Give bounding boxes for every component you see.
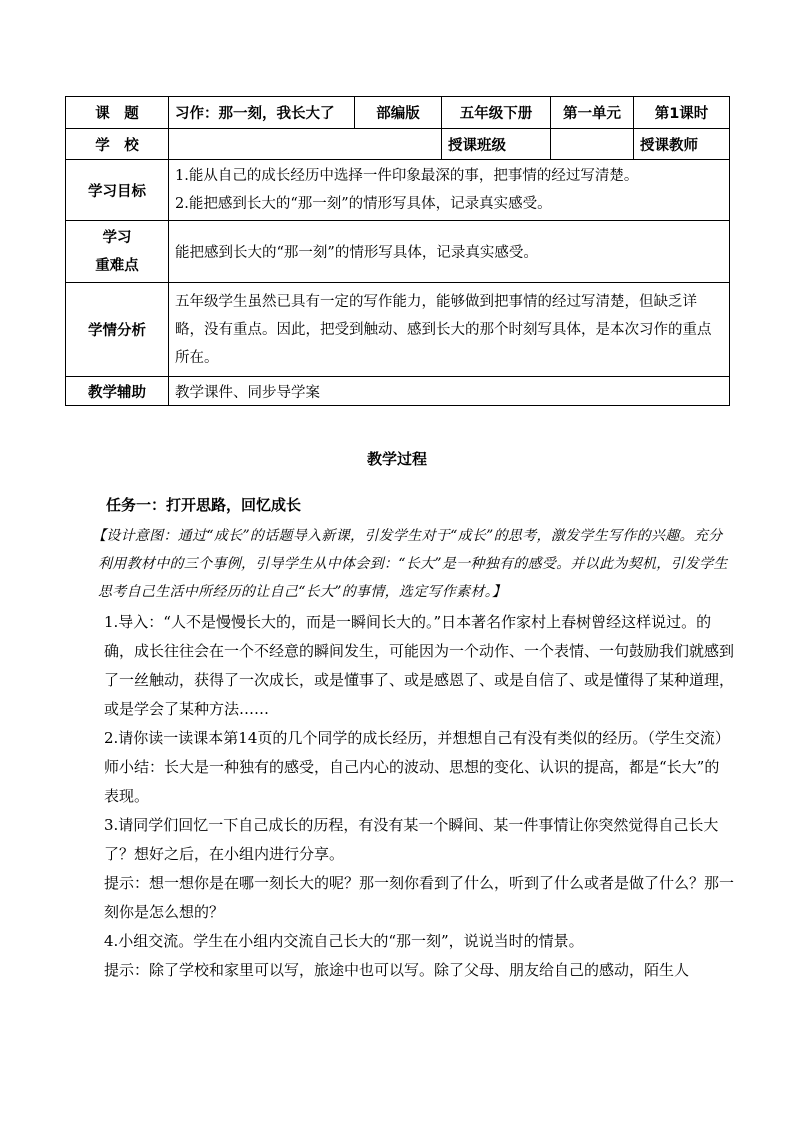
paragraph: 师小结：长大是一种独有的感受，自己内心的波动、思想的变化、认识的提高，都是“长大”的表现。 bbox=[104, 758, 720, 805]
class-value bbox=[551, 129, 634, 160]
paragraph: 1.导入：“人不是慢慢长大的，而是一瞬间长大的。”日本著名作家村上春树曾经这样说过。的确，成长往往会在一个不经意的瞬间发生，可能因为一个动作、一个表情、一句鼓励我们就感到了一丝触动，获得了一次成长，或是懂事了、或是感恩了、或是自信了、或是懂得了某种道理，或是学会了某种方法…… bbox=[104, 613, 735, 718]
analysis-label: 学情分析 bbox=[66, 283, 169, 377]
key-points-text: 能把感到长大的“那一刻”的情形写具体，记录真实感受。 bbox=[169, 221, 730, 283]
table-row bbox=[66, 221, 730, 283]
table-row bbox=[66, 129, 730, 160]
section-title: 教学过程 bbox=[366, 450, 427, 468]
task-heading: 任务一：打开思路，回忆成长 bbox=[106, 496, 302, 514]
class-label: 授课班级 bbox=[442, 129, 551, 160]
objective-1: 1.能从自己的成长经历中选择一件印象最深的事，把事情的经过写清楚。 bbox=[175, 168, 639, 184]
school-value bbox=[169, 129, 442, 160]
analysis-text: 五年级学生虽然已具有一定的写作能力，能够做到把事情的经过写清楚，但缺乏详略，没有重点。因此，把受到触动、感到长大的那个时刻写具体，是本次习作的重点所在。 bbox=[169, 283, 730, 377]
paragraph: 2.请你读一读课本第14页的几个同学的成长经历，并想想自己有没有类似的经历。（学生交流） bbox=[104, 729, 730, 747]
design-intent: 【设计意图：通过“成长”的话题导入新课，引发学生对于“成长”的思考，激发学生写作的兴趣。充分利用教材中的三个事例，引导学生从中体会到：“长大”是一种独有的感受。并以此为契机，引发学生思考自己生活中所经历的让自己“长大”的事情，选定写作素材。】 bbox=[92, 528, 728, 600]
edition-value: 部编版 bbox=[355, 97, 442, 129]
school-label: 学 校 bbox=[66, 129, 169, 160]
paragraph: 提示：想一想你是在哪一刻长大的呢？那一刻你看到了什么，听到了什么或者是做了什么？那一刻你是怎么想的？ bbox=[104, 874, 735, 921]
paragraph: 4.小组交流。学生在小组内交流自己长大的“那一刻”，说说当时的情景。 bbox=[104, 932, 584, 950]
aids-label: 教学辅助 bbox=[66, 377, 169, 406]
topic-value: 习作：那一刻，我长大了 bbox=[169, 97, 355, 129]
aids-text: 教学课件、同步导学案 bbox=[169, 377, 730, 406]
objectives-label: 学习目标 bbox=[66, 160, 169, 221]
process-body bbox=[92, 490, 735, 985]
topic-label: 课 题 bbox=[66, 97, 169, 129]
key-points-label-line2: 重难点 bbox=[95, 257, 139, 274]
table-row bbox=[66, 283, 730, 377]
lesson-info-table bbox=[65, 96, 730, 406]
unit-value: 第一单元 bbox=[551, 97, 634, 129]
table-row bbox=[66, 160, 730, 221]
period-value: 第1课时 bbox=[634, 97, 730, 129]
objective-2: 2.能把感到长大的“那一刻”的情形写具体，记录真实感受。 bbox=[175, 196, 552, 212]
objectives-cell bbox=[169, 160, 730, 221]
key-points-label-line1: 学习 bbox=[102, 229, 132, 246]
paragraph: 提示：除了学校和家里可以写，旅途中也可以写。除了父母、朋友给自己的感动，陌生人 bbox=[104, 961, 690, 979]
table-row bbox=[66, 377, 730, 406]
table-row bbox=[66, 97, 730, 129]
teacher-label: 授课教师 bbox=[634, 129, 730, 160]
key-points-label bbox=[66, 221, 169, 283]
grade-volume-value: 五年级下册 bbox=[442, 97, 551, 129]
paragraph: 3.请同学们回忆一下自己成长的历程，有没有某一个瞬间、某一件事情让你突然觉得自己长大了？想好之后，在小组内进行分享。 bbox=[104, 816, 719, 863]
